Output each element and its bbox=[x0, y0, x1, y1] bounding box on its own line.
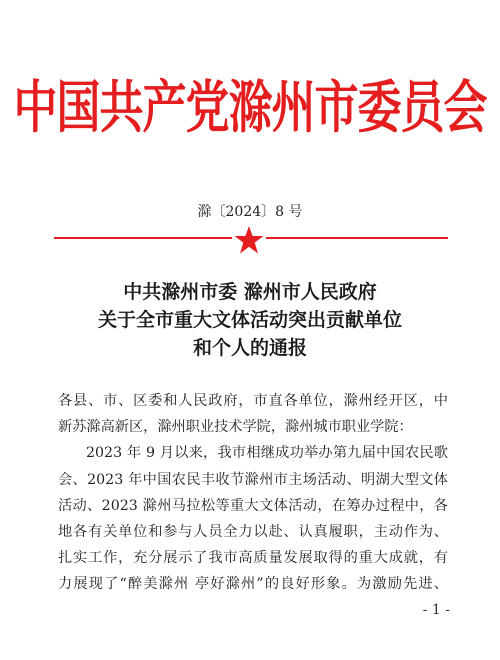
red-divider-left bbox=[54, 237, 232, 239]
paragraph-line: 地各有关单位和参与人员全力以赴、认真履职，主动作为、 bbox=[58, 524, 448, 541]
issuer-masthead: 中国共产党滁州市委员会 bbox=[13, 75, 487, 141]
paragraph-line: 扎实工作，充分展示了我市高质量发展取得的重大成就，有 bbox=[58, 550, 448, 567]
title-line: 和个人的通报 bbox=[192, 337, 307, 359]
document-body bbox=[58, 388, 448, 598]
paragraph-line: 2023 年 9 月以来，我市相继成功举办第九届中国农民歌 bbox=[86, 445, 448, 462]
title-line: 中共滁州市委 滁州市人民政府 bbox=[123, 281, 377, 303]
paragraph-line: 力展现了“醉美滁州 亭好滁州”的良好形象。为激励先进、 bbox=[58, 576, 448, 593]
document-number: 滁〔2024〕8 号 bbox=[197, 204, 303, 220]
page-number: - 1 - bbox=[422, 602, 450, 618]
red-star-icon bbox=[233, 225, 265, 255]
document-title bbox=[0, 278, 500, 362]
red-divider-right bbox=[266, 237, 448, 239]
paragraph-line: 会、2023 年中国农民丰收节滁州市主场活动、明湖大型文体 bbox=[58, 471, 448, 488]
title-line: 关于全市重大文体活动突出贡献单位 bbox=[97, 309, 402, 331]
addressee-line: 各县、市、区委和人民政府，市直各单位，滁州经开区，中 bbox=[58, 393, 448, 409]
paragraph-line: 活动、2023 滁州马拉松等重大文体活动，在筹办过程中，各 bbox=[58, 497, 448, 514]
addressee-line: 新苏滁高新区，滁州职业技术学院，滁州城市职业学院： bbox=[58, 419, 413, 436]
